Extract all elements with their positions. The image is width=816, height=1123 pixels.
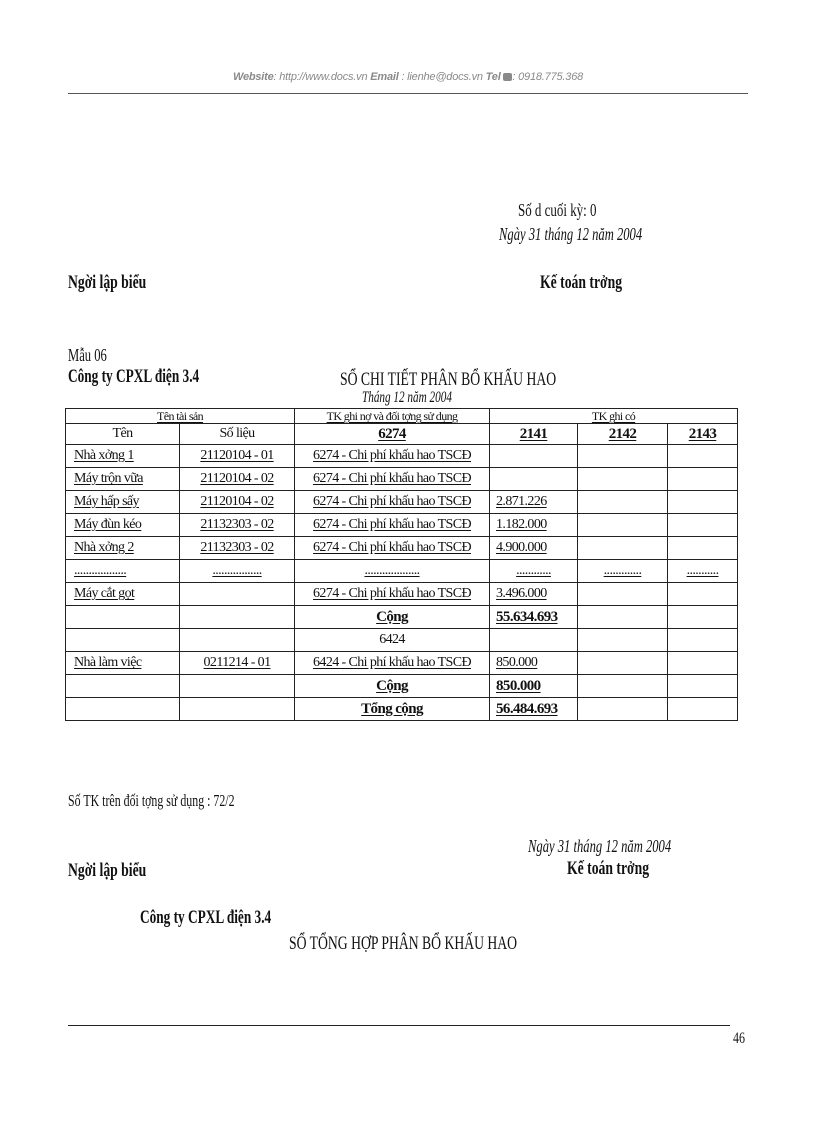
subtotal-row <box>66 675 738 698</box>
table-row <box>66 560 738 583</box>
group-header-credit: TK ghi có <box>490 409 738 424</box>
cell-debit: 6274 - Chi phí khấu hao TSCĐ <box>295 468 490 491</box>
cell-2141: 2.871.226 <box>490 491 578 514</box>
email-label: Email <box>370 71 399 83</box>
cell-2141: 3.496.000 <box>490 583 578 606</box>
cell-2143 <box>668 606 738 629</box>
cell-code <box>180 698 295 721</box>
cell-2142 <box>578 491 668 514</box>
col-header-name: Tên <box>66 424 180 445</box>
account-note: Số TK trên đối tợng sử dụng : 72/2 <box>68 791 235 810</box>
page-header <box>0 71 816 83</box>
cell-code: 21132303 - 02 <box>180 537 295 560</box>
cell-2143 <box>668 675 738 698</box>
cell-debit: 6274 - Chi phí khấu hao TSCĐ <box>295 537 490 560</box>
footer-rule <box>68 1025 730 1026</box>
cell-2141: 56.484.693 <box>490 698 578 721</box>
cell-2142 <box>578 606 668 629</box>
cell-debit: 6274 - Chi phí khấu hao TSCĐ <box>295 445 490 468</box>
group-header-row <box>66 409 738 424</box>
form-code: Mẫu 06 <box>68 345 107 365</box>
page-number: 46 <box>733 1030 745 1047</box>
cell-2142: ............. <box>578 560 668 583</box>
cell-debit: 6424 <box>295 629 490 652</box>
cell-2142 <box>578 583 668 606</box>
cell-name: Máy đùn kéo <box>66 514 180 537</box>
table-row <box>66 629 738 652</box>
table-row <box>66 445 738 468</box>
bottom-right-signer: Kế toán trởng <box>567 858 650 879</box>
bottom-left-signer: Ngời lập biểu <box>68 860 147 881</box>
cell-name: Máy hấp sấy <box>66 491 180 514</box>
cell-2142 <box>578 652 668 675</box>
cell-2142 <box>578 629 668 652</box>
group-header-asset: Tên tài sản <box>66 409 295 424</box>
top-right-signer: Kế toán trởng <box>540 272 623 293</box>
cell-name: Máy trộn vữa <box>66 468 180 491</box>
cell-2141: ............ <box>490 560 578 583</box>
cell-code <box>180 606 295 629</box>
cell-2142 <box>578 514 668 537</box>
cell-2142 <box>578 675 668 698</box>
company-name: Công ty CPXL điện 3.4 <box>68 366 200 387</box>
cell-debit: Tổng cộng <box>295 698 490 721</box>
cell-2142 <box>578 698 668 721</box>
cell-2142 <box>578 445 668 468</box>
cell-2141: 55.634.693 <box>490 606 578 629</box>
cell-2143 <box>668 468 738 491</box>
tel-label: Tel <box>485 71 501 83</box>
cell-debit: 6274 - Chi phí khấu hao TSCĐ <box>295 491 490 514</box>
cell-debit: Cộng <box>295 675 490 698</box>
cell-debit: 6274 - Chi phí khấu hao TSCĐ <box>295 514 490 537</box>
cell-2142 <box>578 468 668 491</box>
cell-code <box>180 675 295 698</box>
cell-2143 <box>668 583 738 606</box>
cell-debit: 6424 - Chi phí khấu hao TSCĐ <box>295 652 490 675</box>
cell-debit: Cộng <box>295 606 490 629</box>
cell-2143 <box>668 537 738 560</box>
website-label: Website <box>232 71 274 83</box>
next-form-title: SỔ TỔNG HỢP PHÂN BỔ KHẤU HAO <box>289 933 518 954</box>
col-header-2143: 2143 <box>668 424 738 445</box>
subtotal-row <box>66 606 738 629</box>
cell-2143 <box>668 698 738 721</box>
bottom-date: Ngày 31 tháng 12 năm 2004 <box>528 836 672 856</box>
table-row <box>66 514 738 537</box>
group-header-debit: TK ghi nợ và đối tợng sử dụng <box>295 409 490 424</box>
cell-code: 21120104 - 01 <box>180 445 295 468</box>
cell-debit: ................... <box>295 560 490 583</box>
website-value: : http://www.docs.vn <box>273 71 368 83</box>
cell-2143 <box>668 491 738 514</box>
cell-2141: 850.000 <box>490 652 578 675</box>
col-header-debit-account: 6274 <box>295 424 490 445</box>
cell-2142 <box>578 537 668 560</box>
cell-name: Nhà làm việc <box>66 652 180 675</box>
cell-2141 <box>490 445 578 468</box>
cell-2143 <box>668 445 738 468</box>
cell-name <box>66 606 180 629</box>
cell-code: ................. <box>180 560 295 583</box>
email-value: : lienhe@docs.vn <box>401 71 483 83</box>
cell-2141: 850.000 <box>490 675 578 698</box>
top-left-signer: Ngời lập biểu <box>68 272 147 293</box>
cell-2143 <box>668 629 738 652</box>
cell-name <box>66 675 180 698</box>
column-header-row <box>66 424 738 445</box>
cell-2143 <box>668 652 738 675</box>
next-company-name: Công ty CPXL điện 3.4 <box>140 907 272 928</box>
cell-debit: 6274 - Chi phí khấu hao TSCĐ <box>295 583 490 606</box>
cell-name: Nhà xởng 1 <box>66 445 180 468</box>
col-header-2141: 2141 <box>490 424 578 445</box>
cell-code: 0211214 - 01 <box>180 652 295 675</box>
closing-balance: Số d cuối kỳ: 0 <box>518 200 597 220</box>
cell-2143 <box>668 514 738 537</box>
cell-2141: 1.182.000 <box>490 514 578 537</box>
cell-2141: 4.900.000 <box>490 537 578 560</box>
cell-code: 21120104 - 02 <box>180 468 295 491</box>
depreciation-table <box>65 408 738 721</box>
table-row <box>66 537 738 560</box>
cell-code: 21120104 - 02 <box>180 491 295 514</box>
cell-name <box>66 629 180 652</box>
cell-2143: ........... <box>668 560 738 583</box>
cell-name: Máy cắt gọt <box>66 583 180 606</box>
cell-name: Nhà xởng 2 <box>66 537 180 560</box>
grand-total-row <box>66 698 738 721</box>
table-row <box>66 652 738 675</box>
table-row <box>66 468 738 491</box>
header-rule <box>68 93 748 94</box>
cell-code: 21132303 - 02 <box>180 514 295 537</box>
tel-value: : 0918.775.368 <box>512 71 584 83</box>
col-header-code: Số liệu <box>180 424 295 445</box>
table-row <box>66 491 738 514</box>
col-header-2142: 2142 <box>578 424 668 445</box>
table-row <box>66 583 738 606</box>
top-date: Ngày 31 tháng 12 năm 2004 <box>499 224 643 244</box>
cell-name: .................. <box>66 560 180 583</box>
cell-2141 <box>490 468 578 491</box>
cell-code <box>180 583 295 606</box>
form-subtitle: Tháng 12 năm 2004 <box>362 389 452 406</box>
cell-2141 <box>490 629 578 652</box>
cell-name <box>66 698 180 721</box>
cell-code <box>180 629 295 652</box>
form-title: SỔ CHI TIẾT PHÂN BỔ KHẤU HAO <box>340 369 557 390</box>
